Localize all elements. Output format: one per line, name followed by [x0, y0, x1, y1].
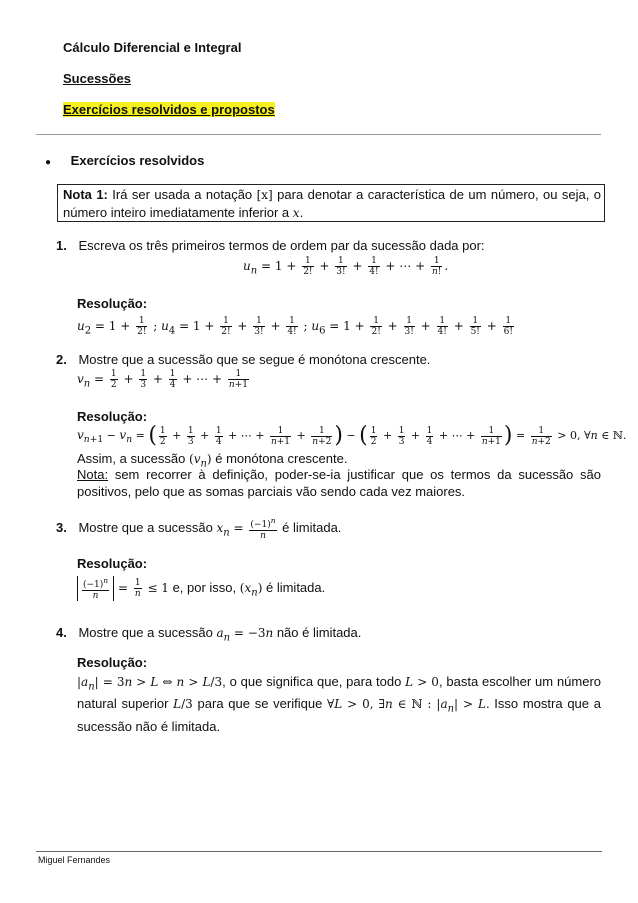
exercise-2-statement: 2. Mostre que a sucessão que se segue é monótona crescente. — [56, 352, 431, 367]
section-heading: ● Exercícios resolvidos — [45, 153, 205, 168]
footer-author: Miguel Fernandes — [38, 855, 111, 865]
exercise-2-note: Nota: sem recorrer à definição, poder-se-ia justificar que os termos da sucessão são positivos, pelo que as somas parciais vão sendo cada vez maiores. — [77, 467, 601, 499]
page-subtitle: Exercícios resolvidos e propostos — [63, 102, 275, 117]
topic-title: Sucessões — [63, 71, 131, 86]
header-divider — [36, 134, 601, 135]
exercise-1-statement: 1. Escreva os três primeiros termos de ordem par da sucessão dada por: — [56, 238, 485, 253]
footer-divider — [36, 851, 602, 852]
exercise-4-resolution: $|a_n| = 3n > L$ ⇔ n > L/3, o que significa que, para todo L > 0, basta escolher um número natural superior L/3 para que se verifique ∀L > 0, ∃n ∈ ℕ : $|a_n| > L$. Isso mostra que a sucessão não é limitada. — [77, 674, 602, 734]
bullet-icon: ● — [45, 157, 52, 168]
exercise-1-resolution-label: Resolução: — [77, 296, 148, 311]
course-title: Cálculo Diferencial e Integral — [63, 40, 242, 55]
exercise-3-statement: 3. Mostre que a sucessão $x_n$ = $\frac{(-1)^n}{n}$ é limitada. — [56, 516, 342, 541]
exercise-3-resolution-label: Resolução: — [77, 556, 148, 571]
exercise-2-resolution-label: Resolução: — [77, 409, 148, 424]
exercise-1-resolution: $u_2 = 1$ + $\frac{1}{2!}$ ; $u_4 = 1$ + $\frac{1}{2!}$ + $\frac{1}{3!}$ + $\frac{1}{4!}$ ; $u_6 = 1$ + $\frac{1}{2!}$ + $\frac{1}{3!}$ + $\frac{1}{4!}$ + $\frac{1}{5!}$ + $\frac{1}{6!}$ — [77, 316, 513, 337]
exercise-2-formula: $v_n$ = $\frac{1}{2}$ + $\frac{1}{3}$ + $\frac{1}{4}$ + ⋯ + $\frac{1}{n+1}$ — [77, 369, 248, 390]
exercise-4-resolution-label: Resolução: — [77, 655, 148, 670]
note-text: Nota 1: Irá ser usada a notação [x] para denotar a característica de um número, ou seja, o número inteiro imediatamente inferior a x. — [63, 187, 602, 220]
exercise-2-conclusion: Assim, a sucessão $(v_n)$ é monótona crescente. — [77, 451, 348, 470]
exercise-2-resolution: $v_{n+1} - v_n$ = ( $\frac{1}{2}$ + $\frac{1}{3}$ + $\frac{1}{4}$ + ⋯ + $\frac{1}{n+1}$ + $\frac{1}{n+2}$ ) − ( $\frac{1}{2}$ + $\frac{1}{3}$ + $\frac{1}{4}$ + ⋯ + $\frac{1}{n+1}$ ) = $\frac{1}{n+2}$ > 0, ∀n ∈ ℕ. — [77, 423, 627, 448]
exercise-1-formula: $u_n = 1$ + $\frac{1}{2!}$ + $\frac{1}{3!}$ + $\frac{1}{4!}$ + ⋯ + $\frac{1}{n!}$ . — [243, 256, 449, 277]
exercise-4-statement: 4. Mostre que a sucessão $a_n = -3n$ não é limitada. — [56, 625, 362, 644]
exercise-3-resolution: $\frac{(-1)^n}{n}$ = $\frac{1}{n}$ ≤ 1 e, por isso, $(x_n)$ é limitada. — [77, 576, 325, 601]
